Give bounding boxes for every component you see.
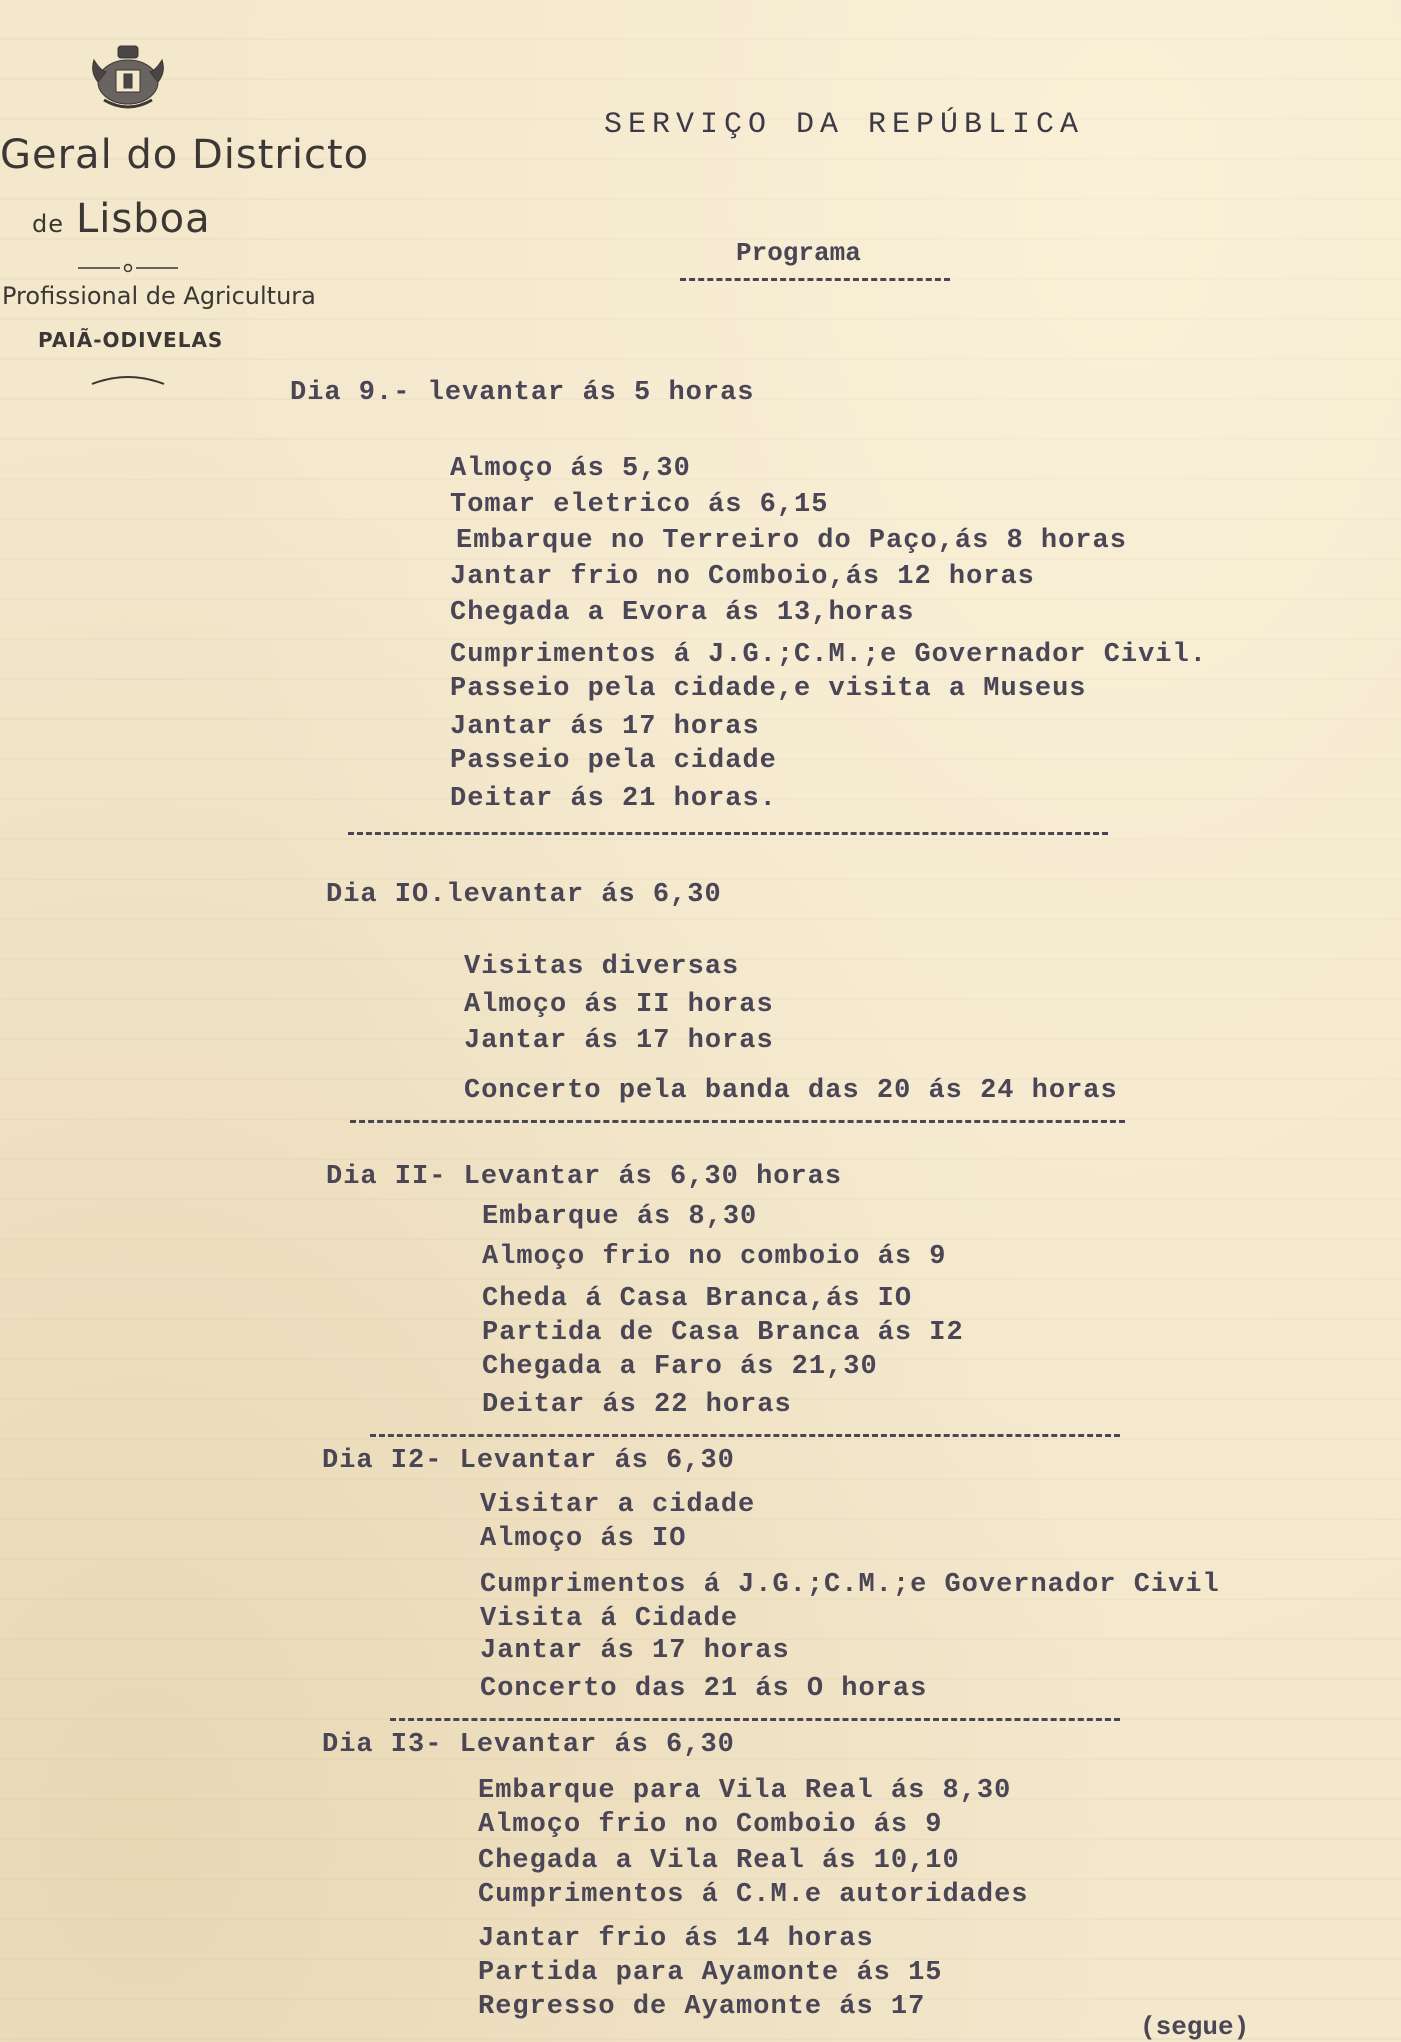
schedule-item: Partida para Ayamonte ás 15 [478, 1958, 943, 1988]
letterhead-line-2 [32, 196, 211, 242]
section-divider [350, 1120, 1125, 1123]
schedule-item: Embarque no Terreiro do Paço,ás 8 horas [456, 526, 1127, 556]
schedule-item: Jantar ás 17 horas [464, 1026, 774, 1056]
section-divider [348, 832, 1108, 835]
schedule-item: Passeio pela cidade [450, 746, 777, 776]
schedule-item: Regresso de Ayamonte ás 17 [478, 1992, 926, 2022]
continues-note: (segue) [1140, 2012, 1250, 2042]
schedule-item: Cumprimentos á J.G.;C.M.;e Governador Civil. [450, 640, 1207, 670]
schedule-item: Chegada a Faro ás 21,30 [482, 1352, 878, 1382]
letterhead-line-3: Profissional de Agricultura [2, 282, 316, 310]
day-heading: Dia I3- Levantar ás 6,30 [322, 1730, 735, 1760]
document-heading: SERVIÇO DA REPÚBLICA [604, 108, 1085, 142]
schedule-item: Almoço frio no Comboio ás 9 [478, 1810, 943, 1840]
schedule-item: Embarque para Vila Real ás 8,30 [478, 1776, 1012, 1806]
schedule-item: Partida de Casa Branca ás I2 [482, 1318, 964, 1348]
schedule-item: Visitar a cidade [480, 1490, 756, 1520]
schedule-item: Cumprimentos á C.M.e autoridades [478, 1880, 1029, 1910]
day-heading: Dia IO.levantar ás 6,30 [326, 880, 722, 910]
document-subheading: Programa [736, 238, 861, 268]
schedule-item: Deitar ás 21 horas. [450, 784, 777, 814]
letterhead-city: Lisboa [76, 196, 211, 242]
letterhead-line-1: Geral do Districto [0, 132, 370, 178]
schedule-item: Cumprimentos á J.G.;C.M.;e Governador Civil [480, 1570, 1220, 1600]
section-divider [370, 1434, 1120, 1437]
ornament-divider-icon [78, 262, 178, 274]
schedule-item: Concerto pela banda das 20 ás 24 horas [464, 1076, 1118, 1106]
schedule-item: Concerto das 21 ás O horas [480, 1674, 928, 1704]
schedule-item: Almoço ás 5,30 [450, 454, 691, 484]
schedule-item: Visita á Cidade [480, 1604, 739, 1634]
letterhead-line-4: PAIÃ-ODIVELAS [38, 328, 224, 352]
coat-of-arms-icon [80, 42, 176, 114]
schedule-item: Jantar frio no Comboio,ás 12 horas [450, 562, 1035, 592]
schedule-item: Jantar frio ás 14 horas [478, 1924, 874, 1954]
section-divider [390, 1718, 1120, 1721]
day-heading: Dia 9.- levantar ás 5 horas [290, 378, 755, 408]
day-heading: Dia II- Levantar ás 6,30 horas [326, 1162, 843, 1192]
subheading-underline [680, 278, 950, 281]
schedule-item: Almoço ás IO [480, 1524, 687, 1554]
day-heading: Dia I2- Levantar ás 6,30 [322, 1446, 735, 1476]
schedule-item: Almoço frio no comboio ás 9 [482, 1242, 947, 1272]
letterhead-prefix: de [32, 210, 64, 238]
schedule-item: Passeio pela cidade,e visita a Museus [450, 674, 1087, 704]
ornament-swash-icon [90, 372, 166, 388]
schedule-item: Cheda á Casa Branca,ás IO [482, 1284, 913, 1314]
schedule-item: Embarque ás 8,30 [482, 1202, 758, 1232]
schedule-item: Almoço ás II horas [464, 990, 774, 1020]
schedule-item: Jantar ás 17 horas [480, 1636, 790, 1666]
schedule-item: Visitas diversas [464, 952, 740, 982]
schedule-item: Jantar ás 17 horas [450, 712, 760, 742]
schedule-item: Deitar ás 22 horas [482, 1390, 792, 1420]
schedule-item: Tomar eletrico ás 6,15 [450, 490, 829, 520]
schedule-item: Chegada a Vila Real ás 10,10 [478, 1846, 960, 1876]
schedule-item: Chegada a Evora ás 13,horas [450, 598, 915, 628]
